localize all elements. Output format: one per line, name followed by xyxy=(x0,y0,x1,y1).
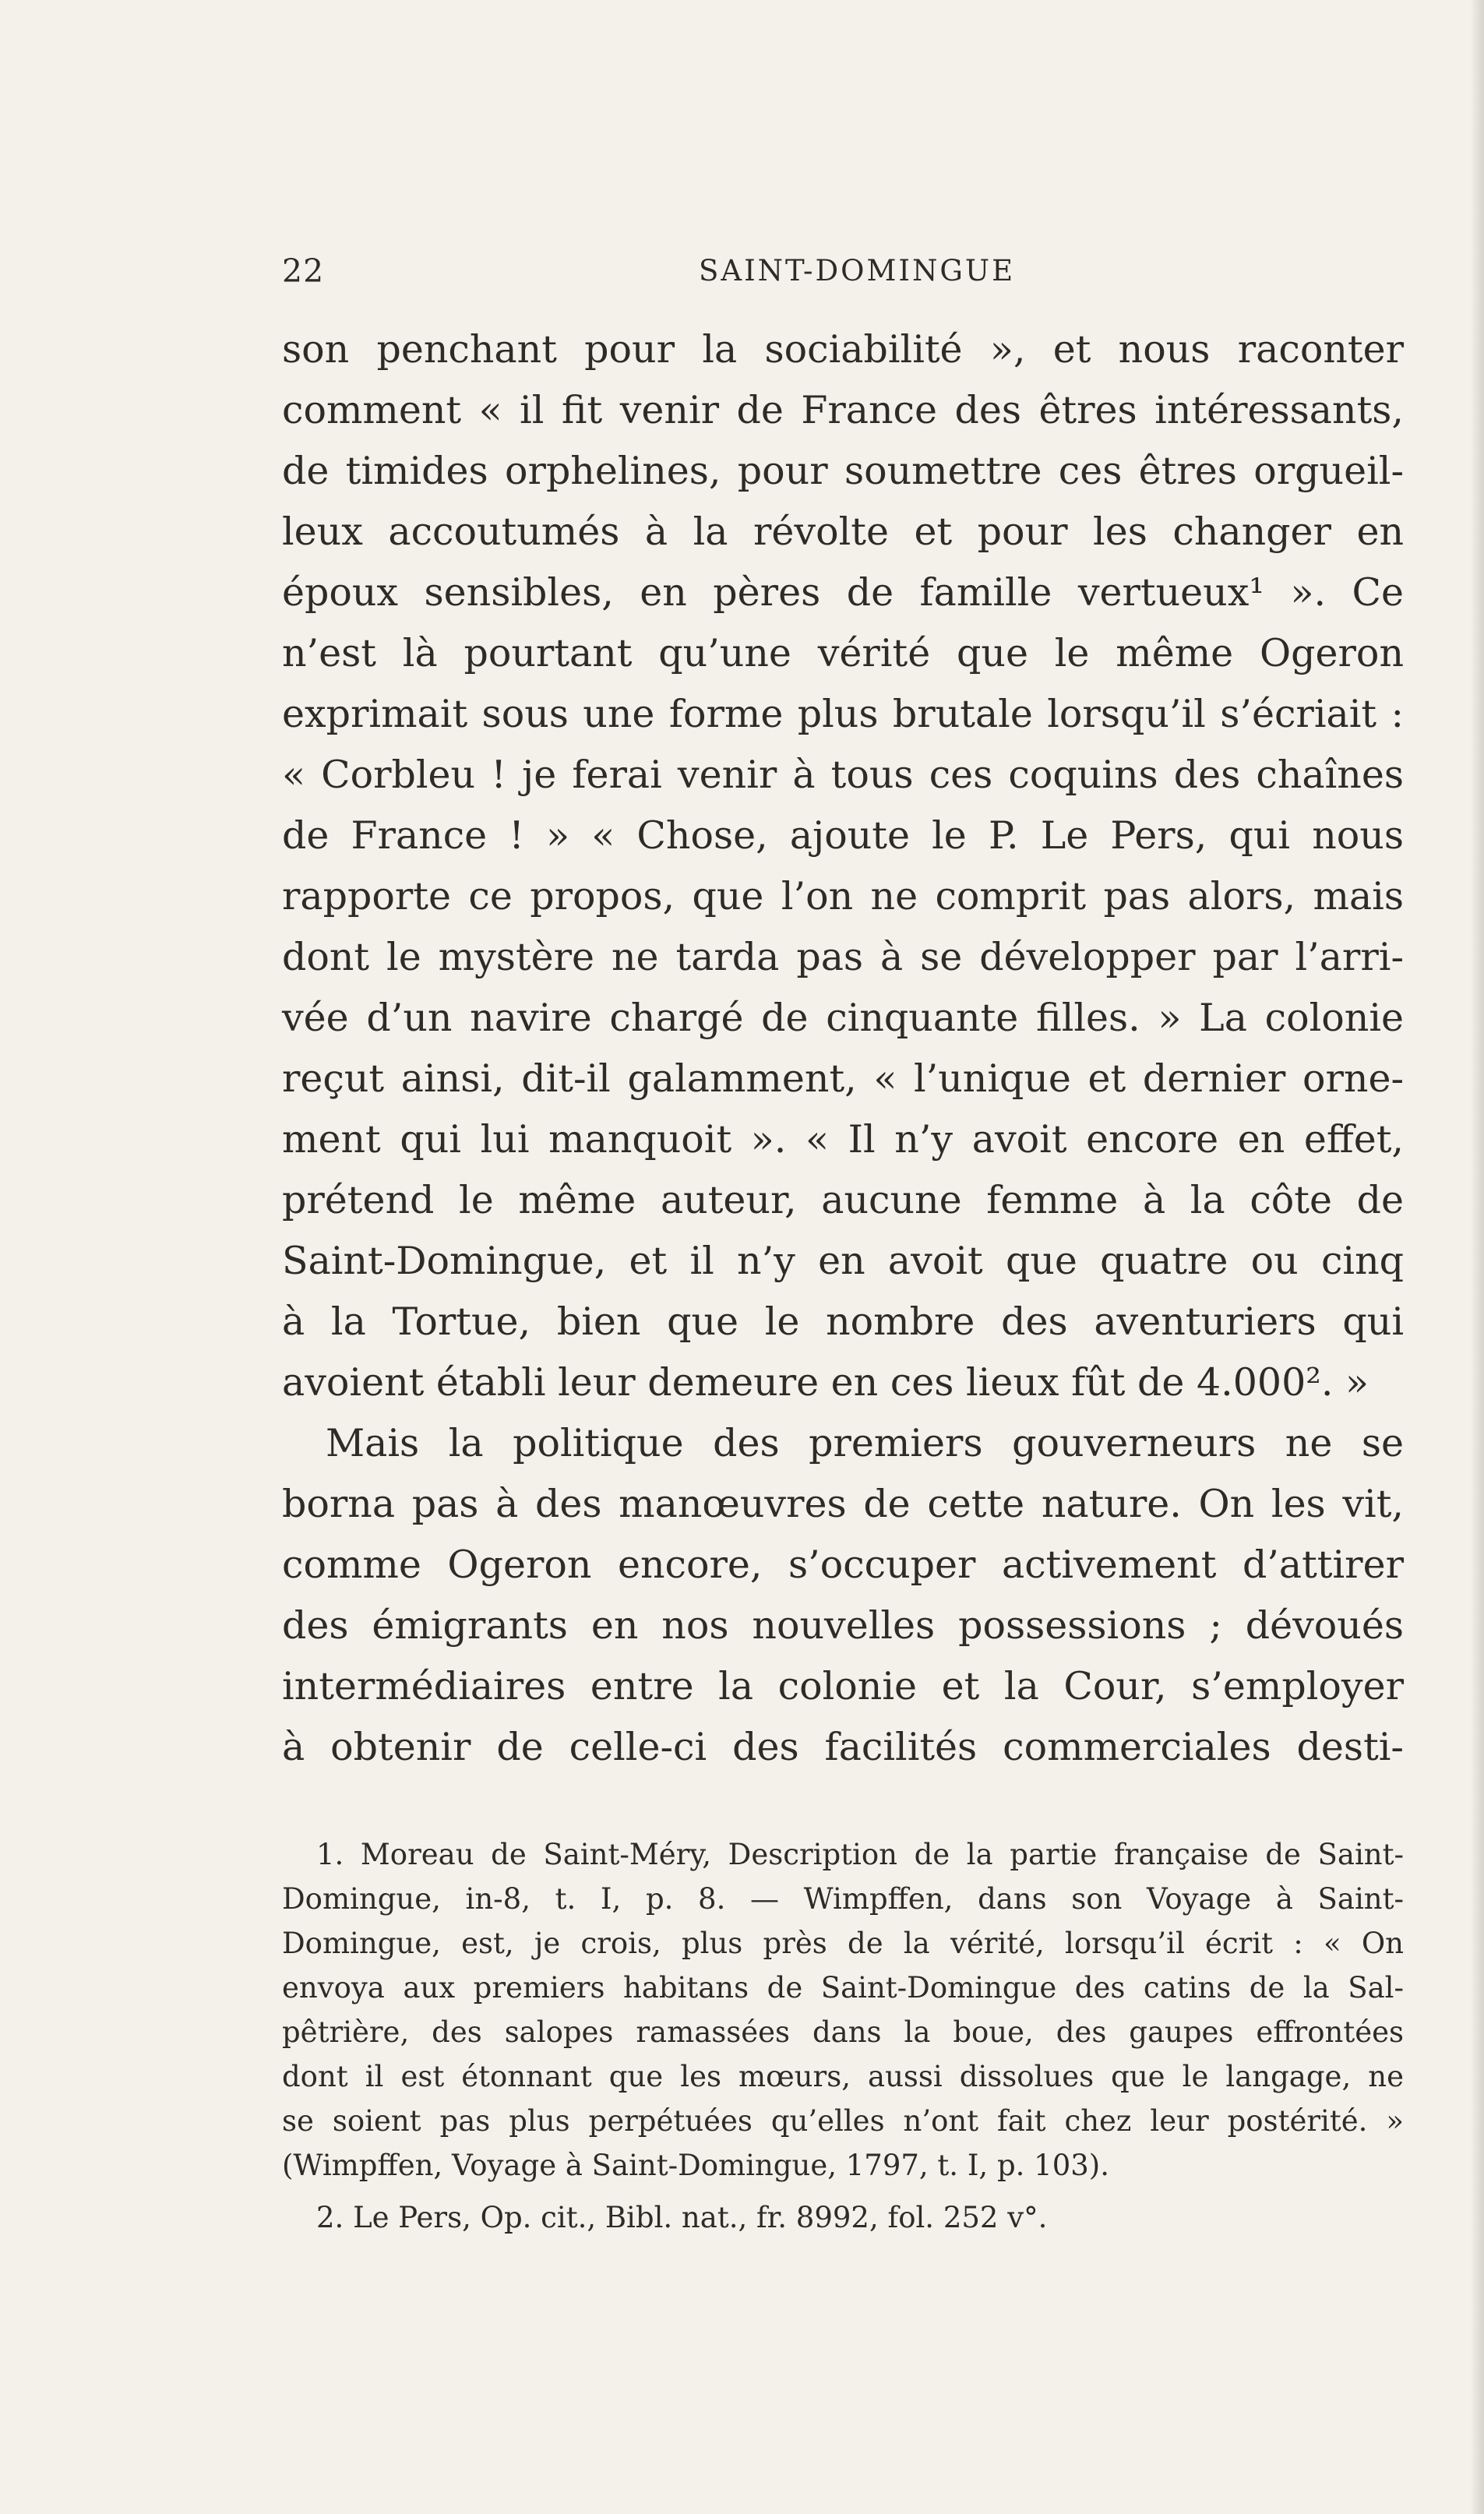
body-line: à la Tortue, bien que le nombre des aventuriers qui xyxy=(282,1299,1404,1344)
body-line: à obtenir de celle-ci des facilités commerciales desti- xyxy=(282,1725,1404,1769)
body-line: borna pas à des manœuvres de cette nature. On les vit, xyxy=(282,1482,1404,1526)
book-page xyxy=(282,0,1404,2514)
footnote-line: (Wimpffen, Voyage à Saint-Domingue, 1797, t. I, p. 103). xyxy=(282,2149,1109,2182)
body-line: des émigrants en nos nouvelles possessions ; dévoués xyxy=(282,1603,1404,1648)
body-line: Mais la politique des premiers gouverneurs ne se xyxy=(326,1421,1404,1465)
footnote-line: dont il est étonnant que les mœurs, aussi dissolues que le langage, ne xyxy=(282,2060,1404,2093)
footnote-line: envoya aux premiers habitans de Saint-Domingue des catins de la Sal- xyxy=(282,1971,1404,2005)
footnote-line: Domingue, est, je crois, plus près de la vérité, lorsqu’il écrit : « On xyxy=(282,1927,1404,1960)
body-line: de timides orphelines, pour soumettre ces êtres orgueil- xyxy=(282,449,1404,493)
footnote-line: pêtrière, des salopes ramassées dans la boue, des gaupes effrontées xyxy=(282,2015,1404,2049)
body-line: vée d’un navire chargé de cinquante filles. » La colonie xyxy=(282,996,1404,1040)
body-line: avoient établi leur demeure en ces lieux fût de 4.000². » xyxy=(282,1360,1369,1405)
body-line: leux accoutumés à la révolte et pour les changer en xyxy=(282,509,1404,554)
body-line: comment « il fit venir de France des êtres intéressants, xyxy=(282,388,1404,432)
body-line: son penchant pour la sociabilité », et nous raconter xyxy=(282,327,1404,372)
footnotes xyxy=(282,1832,1404,2240)
body-line: rapporte ce propos, que l’on ne comprit pas alors, mais xyxy=(282,874,1404,919)
body-line: comme Ogeron encore, s’occuper activement d’attirer xyxy=(282,1543,1404,1587)
body-line: époux sensibles, en pères de famille vertueux¹ ». Ce xyxy=(282,570,1404,615)
body-line: Saint-Domingue, et il n’y en avoit que quatre ou cinq xyxy=(282,1239,1404,1283)
running-head xyxy=(282,248,1404,294)
running-title: SAINT-DOMINGUE xyxy=(699,254,1016,287)
body-line: intermédiaires entre la colonie et la Cour, s’employer xyxy=(282,1664,1404,1708)
page-number: 22 xyxy=(282,252,325,290)
footnote-line: 2. Le Pers, Op. cit., Bibl. nat., fr. 8992, fol. 252 v°. xyxy=(316,2201,1048,2234)
body-line: dont le mystère ne tarda pas à se développer par l’arri- xyxy=(282,935,1404,979)
body-line: de France ! » « Chose, ajoute le P. Le Pers, qui nous xyxy=(282,813,1404,858)
footnote-line: Domingue, in-8, t. I, p. 8. — Wimpffen, dans son Voyage à Saint- xyxy=(282,1882,1404,1916)
body-text xyxy=(282,319,1404,1778)
body-line: ment qui lui manquoit ». « Il n’y avoit encore en effet, xyxy=(282,1117,1404,1162)
body-line: prétend le même auteur, aucune femme à la côte de xyxy=(282,1178,1404,1222)
footnote-line: se soient pas plus perpétuées qu’elles n’ont fait chez leur postérité. » xyxy=(282,2104,1404,2138)
body-line: n’est là pourtant qu’une vérité que le même Ogeron xyxy=(282,631,1404,675)
footnote-line: 1. Moreau de Saint-Méry, Description de la partie française de Saint- xyxy=(316,1838,1404,1871)
body-line: reçut ainsi, dit-il galamment, « l’unique et dernier orne- xyxy=(282,1056,1404,1101)
page-edge-shadow xyxy=(1470,0,1484,2514)
body-line: exprimait sous une forme plus brutale lorsqu’il s’écriait : xyxy=(282,692,1404,736)
body-line: « Corbleu ! je ferai venir à tous ces coquins des chaînes xyxy=(282,753,1404,797)
